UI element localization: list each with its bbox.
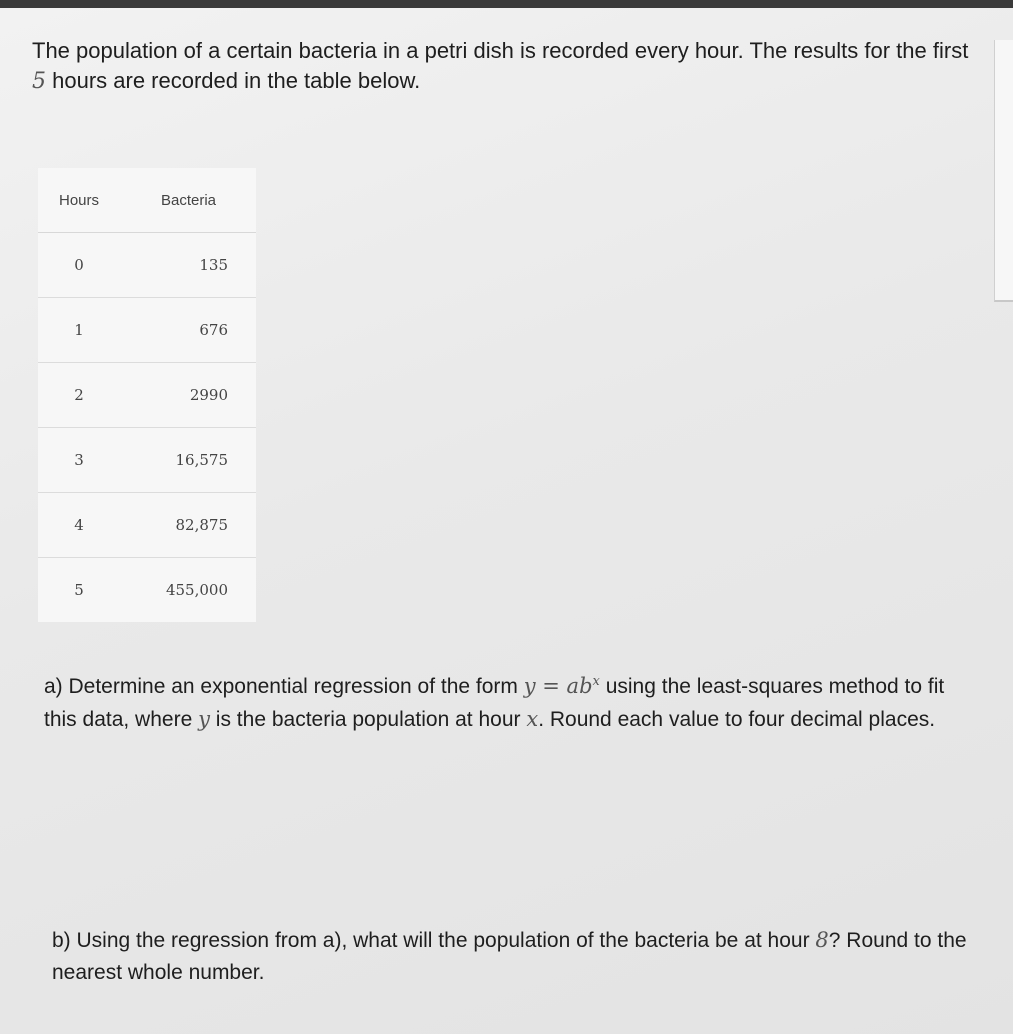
data-table — [38, 168, 256, 622]
hour-value: 8 — [815, 928, 829, 952]
hours-cell: 1 — [38, 298, 120, 363]
table-row — [38, 493, 256, 558]
question-a — [44, 666, 964, 736]
intro-number: 5 — [32, 69, 46, 94]
header-bacteria: Bacteria — [120, 168, 256, 233]
bacteria-cell: 16,575 — [120, 428, 256, 493]
variable-x: x — [526, 707, 539, 731]
formula-lhs: y = ab — [523, 674, 593, 698]
question-b-text-1: b) Using the regression from a), what will the population of the bacteria be at hour — [52, 929, 816, 952]
hours-cell: 0 — [38, 233, 120, 298]
question-b-text-2: ? Round to the nearest whole number. — [52, 929, 967, 984]
table-header-row — [38, 168, 256, 233]
question-b — [52, 924, 972, 989]
hours-cell: 5 — [74, 581, 84, 599]
bacteria-cell: 455,000 — [165, 581, 228, 599]
table-row — [38, 558, 256, 623]
hours-cell: 4 — [38, 493, 120, 558]
bacteria-cell: 82,875 — [120, 493, 256, 558]
bacteria-cell: 2990 — [120, 363, 256, 428]
question-a-text-3: is the bacteria population at hour — [209, 708, 527, 731]
bacteria-cell: 676 — [120, 298, 256, 363]
bacteria-cell: 135 — [120, 233, 256, 298]
table-row — [38, 363, 256, 428]
intro-text-2: hours are recorded in the table below. — [46, 68, 421, 93]
hours-cell: 2 — [38, 363, 120, 428]
table-row — [38, 428, 256, 493]
question-a-text-4: . Round each value to four decimal places. — [538, 708, 936, 731]
variable-y: y — [198, 707, 210, 731]
formula-exponent: x — [592, 674, 600, 689]
question-a-text-2: using the least-squares method to fit this data, where — [44, 675, 945, 731]
problem-statement — [32, 36, 972, 97]
intro-text-1: The population of a certain bacteria in a petri dish is recorded every hour. The results for the first — [32, 38, 969, 63]
table-row — [38, 233, 256, 298]
hours-cell: 3 — [38, 428, 120, 493]
table-row — [38, 298, 256, 363]
header-hours: Hours — [38, 168, 120, 233]
question-a-text-1: a) Determine an exponential regression of the form — [44, 675, 524, 698]
